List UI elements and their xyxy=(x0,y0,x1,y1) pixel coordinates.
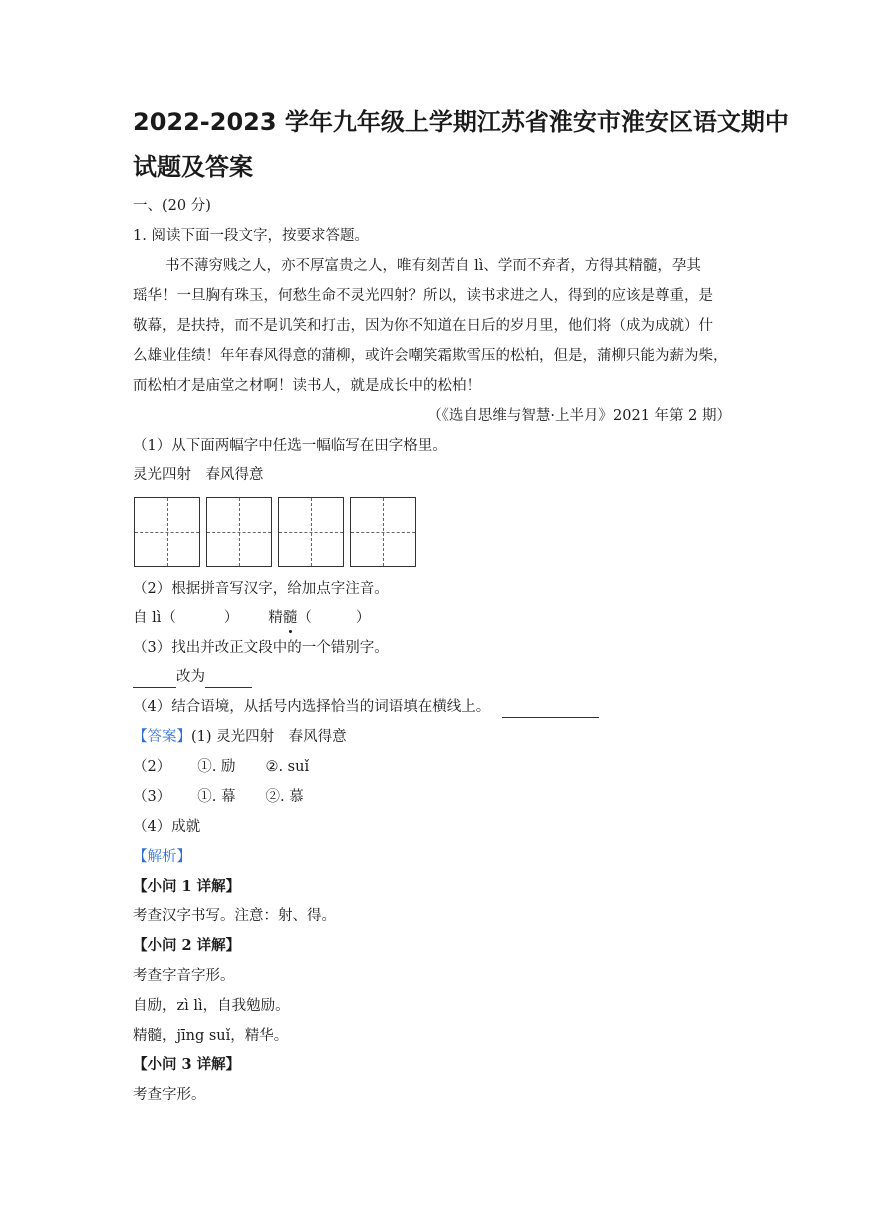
fill-b-close: ） xyxy=(355,610,371,626)
subquestion-1: （1）从下面两幅字中任选一幅临写在田字格里。 xyxy=(133,438,447,454)
subquestion-3-heading: 【小问 3 详解】 xyxy=(133,1056,241,1073)
subquestion-2: （2）根据拼音写汉字，给加点字注音。 xyxy=(133,581,389,597)
subquestion-4: （4）结合语境，从括号内选择恰当的词语填在横线上。 xyxy=(133,699,491,715)
subquestion-1-heading: 【小问 1 详解】 xyxy=(133,878,241,895)
subquestion-3: （3）找出并改正文段中的一个错别字。 xyxy=(133,640,389,656)
tianzi-grid xyxy=(134,497,416,567)
answer-line-2 xyxy=(133,757,309,777)
answer-3-a: ①. 幕 xyxy=(197,789,236,805)
answer-label: 【答案】 xyxy=(133,729,191,745)
tianzi-cell[interactable] xyxy=(206,497,272,567)
passage-line: 书不薄穷贱之人，亦不厚富贵之人，唯有刻苦自 lì、学而不弃者，方得其精髓，孕其 xyxy=(165,258,701,274)
answer-1: (1) 灵光四射 春风得意 xyxy=(191,729,347,745)
subquestion-2-detail-1: 自励，zì lì，自我勉励。 xyxy=(133,998,290,1014)
tianzi-cell[interactable] xyxy=(350,497,416,567)
analysis-label: 【解析】 xyxy=(133,849,191,865)
passage-line: 么雄业佳绩！年年春风得意的蒲柳，或许会嘲笑霜欺雪压的松柏，但是，蒲柳只能为薪为柴， xyxy=(133,348,728,364)
doc-title-line2: 试题及答案 xyxy=(133,153,253,181)
subquestion-2-heading: 【小问 2 详解】 xyxy=(133,937,241,954)
pinyin-fill-line xyxy=(133,608,370,628)
passage-line: 而松柏才是庙堂之材啊！读书人，就是成长中的松柏！ xyxy=(133,378,481,394)
fill-a-close: ） xyxy=(223,610,239,626)
tianzi-cell[interactable] xyxy=(278,497,344,567)
subquestion-2-detail-2: 精髓，jīng suǐ，精华。 xyxy=(133,1028,289,1044)
subquestion-2-analysis: 考查字音字形。 xyxy=(133,968,235,984)
answer-2-b: ②. suǐ xyxy=(265,759,310,775)
section-heading: 一、(20 分) xyxy=(133,198,211,214)
answer-2-number: （2） xyxy=(133,759,172,775)
passage-line: 敬幕，是扶持，而不是讥笑和打击，因为你不知道在日后的岁月里，他们将（成为成就）什 xyxy=(133,318,713,334)
fill-a-label: 自 lì（ xyxy=(133,610,176,626)
wrong-char-blank[interactable] xyxy=(133,667,176,688)
correct-char-blank[interactable] xyxy=(205,667,252,688)
copy-phrases: 灵光四射 春风得意 xyxy=(133,467,264,483)
change-to-label: 改为 xyxy=(176,669,205,685)
doc-title-line1: 2022-2023 学年九年级上学期江苏省淮安市淮安区语文期中 xyxy=(133,108,789,136)
subquestion-3-analysis: 考查字形。 xyxy=(133,1087,206,1103)
answer-line-3 xyxy=(133,787,304,807)
dotted-character: 髓 xyxy=(282,610,298,626)
subquestion-4-line xyxy=(133,697,599,718)
question-intro: 1. 阅读下面一段文字，按要求答题。 xyxy=(133,228,369,244)
answer-3-number: （3） xyxy=(133,789,172,805)
answer-3-b: ②. 慕 xyxy=(265,789,304,805)
fill-b-open: （ xyxy=(297,610,312,626)
fill-b-pre: 精 xyxy=(268,610,283,626)
word-fill-blank[interactable] xyxy=(502,697,599,718)
passage-line: 瑶华！一旦胸有珠玉，何愁生命不灵光四射？所以，读书求进之人，得到的应该是尊重，是 xyxy=(133,288,713,304)
tianzi-cell[interactable] xyxy=(134,497,200,567)
passage-source: （《选自思维与智慧·上半月》2021 年第 2 期） xyxy=(427,408,731,424)
answer-line-1 xyxy=(133,727,347,747)
correction-line xyxy=(133,667,252,688)
answer-2-a: ①. 励 xyxy=(197,759,236,775)
subquestion-1-analysis: 考查汉字书写。注意：射、得。 xyxy=(133,908,336,924)
answer-line-4: （4）成就 xyxy=(133,819,201,835)
